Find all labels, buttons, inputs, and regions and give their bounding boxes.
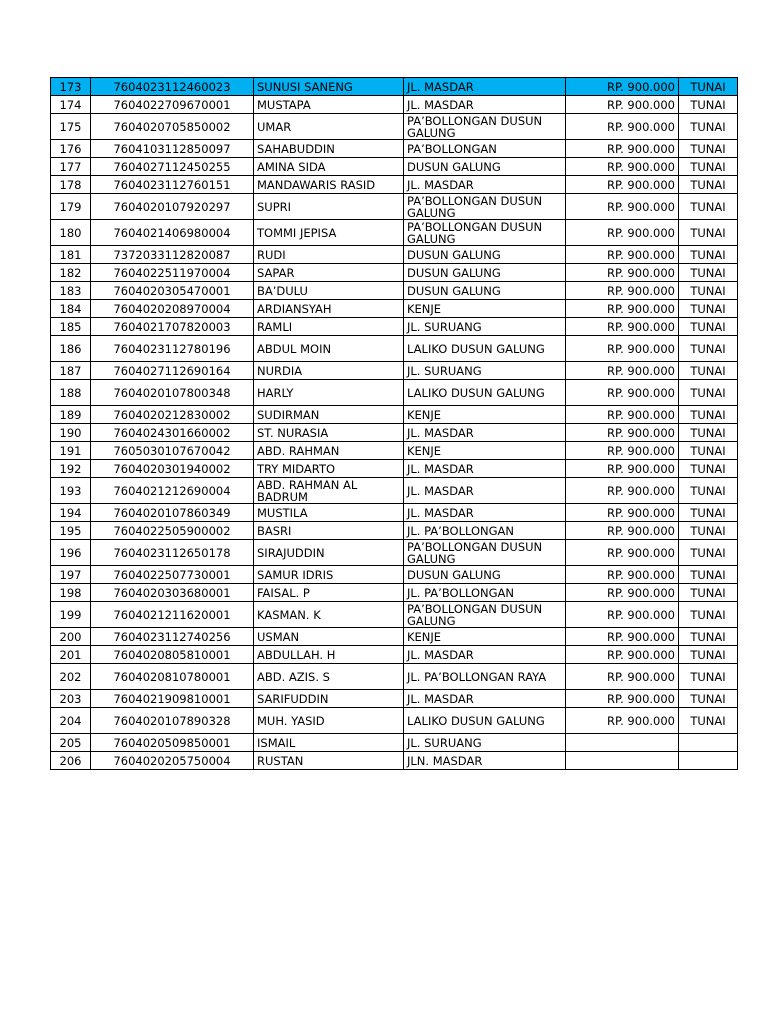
address-cell[interactable]: DUSUN GALUNG	[404, 246, 566, 264]
row-number-cell[interactable]: 199	[51, 602, 91, 628]
payment-method-cell[interactable]: TUNAI	[679, 318, 738, 336]
address-cell[interactable]: JL. MASDAR	[404, 646, 566, 664]
payment-method-cell[interactable]: TUNAI	[679, 176, 738, 194]
amount-cell[interactable]: RP. 900.000	[566, 628, 679, 646]
name-cell[interactable]: AMINA SIDA	[254, 158, 404, 176]
amount-cell[interactable]: RP. 900.000	[566, 78, 679, 96]
table-row[interactable]	[51, 406, 738, 424]
table-row[interactable]	[51, 318, 738, 336]
row-number-cell[interactable]: 186	[51, 336, 91, 362]
row-number-cell[interactable]: 173	[51, 78, 91, 96]
nik-cell[interactable]: 7605030107670042	[91, 442, 254, 460]
table-row[interactable]	[51, 424, 738, 442]
table-row[interactable]	[51, 602, 738, 628]
table-row[interactable]	[51, 540, 738, 566]
amount-cell[interactable]: RP. 900.000	[566, 220, 679, 246]
name-cell[interactable]: RUDI	[254, 246, 404, 264]
row-number-cell[interactable]: 198	[51, 584, 91, 602]
nik-cell[interactable]: 7604023112780196	[91, 336, 254, 362]
nik-cell[interactable]: 7604020212830002	[91, 406, 254, 424]
table-row[interactable]	[51, 504, 738, 522]
payment-method-cell[interactable]: TUNAI	[679, 540, 738, 566]
amount-cell[interactable]: RP. 900.000	[566, 96, 679, 114]
table-row[interactable]	[51, 460, 738, 478]
row-number-cell[interactable]: 204	[51, 708, 91, 734]
name-cell[interactable]: NURDIA	[254, 362, 404, 380]
row-number-cell[interactable]: 195	[51, 522, 91, 540]
amount-cell[interactable]: RP. 900.000	[566, 460, 679, 478]
payment-method-cell[interactable]: TUNAI	[679, 246, 738, 264]
name-cell[interactable]: BA’DULU	[254, 282, 404, 300]
amount-cell[interactable]: RP. 900.000	[566, 504, 679, 522]
payment-method-cell[interactable]: TUNAI	[679, 566, 738, 584]
amount-cell[interactable]: RP. 900.000	[566, 478, 679, 504]
payment-method-cell[interactable]: TUNAI	[679, 220, 738, 246]
amount-cell[interactable]: RP. 900.000	[566, 140, 679, 158]
name-cell[interactable]: ABD. RAHMAN AL BADRUM	[254, 478, 404, 504]
amount-cell[interactable]: RP. 900.000	[566, 690, 679, 708]
row-number-cell[interactable]: 187	[51, 362, 91, 380]
table-row[interactable]	[51, 246, 738, 264]
payment-method-cell[interactable]: TUNAI	[679, 380, 738, 406]
row-number-cell[interactable]: 176	[51, 140, 91, 158]
payment-method-cell[interactable]: TUNAI	[679, 646, 738, 664]
address-cell[interactable]: KENJE	[404, 300, 566, 318]
address-cell[interactable]: JL. MASDAR	[404, 504, 566, 522]
name-cell[interactable]: RAMLI	[254, 318, 404, 336]
nik-cell[interactable]: 7604020805810001	[91, 646, 254, 664]
name-cell[interactable]: ARDIANSYAH	[254, 300, 404, 318]
nik-cell[interactable]: 7604020509850001	[91, 734, 254, 752]
nik-cell[interactable]: 7604020107890328	[91, 708, 254, 734]
nik-cell[interactable]: 7604020107860349	[91, 504, 254, 522]
address-cell[interactable]: PA’BOLLONGAN DUSUN GALUNG	[404, 220, 566, 246]
amount-cell[interactable]: RP. 900.000	[566, 380, 679, 406]
amount-cell[interactable]: RP. 900.000	[566, 362, 679, 380]
table-row[interactable]	[51, 584, 738, 602]
payment-method-cell[interactable]: TUNAI	[679, 424, 738, 442]
name-cell[interactable]: TOMMI JEPISA	[254, 220, 404, 246]
address-cell[interactable]: LALIKO DUSUN GALUNG	[404, 336, 566, 362]
address-cell[interactable]: KENJE	[404, 628, 566, 646]
name-cell[interactable]: TRY MIDARTO	[254, 460, 404, 478]
table-row[interactable]	[51, 264, 738, 282]
name-cell[interactable]: ST. NURASIA	[254, 424, 404, 442]
nik-cell[interactable]: 7604021909810001	[91, 690, 254, 708]
table-body	[51, 78, 738, 770]
amount-cell[interactable]: RP. 900.000	[566, 424, 679, 442]
row-number-cell[interactable]: 191	[51, 442, 91, 460]
nik-cell[interactable]: 7604024301660002	[91, 424, 254, 442]
amount-cell[interactable]: RP. 900.000	[566, 336, 679, 362]
nik-cell[interactable]: 7604027112690164	[91, 362, 254, 380]
amount-cell[interactable]: RP. 900.000	[566, 584, 679, 602]
row-number-cell[interactable]: 184	[51, 300, 91, 318]
table-row[interactable]	[51, 158, 738, 176]
payment-method-cell[interactable]: TUNAI	[679, 158, 738, 176]
name-cell[interactable]: ABDULLAH. H	[254, 646, 404, 664]
name-cell[interactable]: KASMAN. K	[254, 602, 404, 628]
name-cell[interactable]: MUSTAPA	[254, 96, 404, 114]
payment-method-cell[interactable]: TUNAI	[679, 478, 738, 504]
payment-method-cell[interactable]: TUNAI	[679, 460, 738, 478]
amount-cell[interactable]: RP. 900.000	[566, 708, 679, 734]
nik-cell[interactable]: 7604021211620001	[91, 602, 254, 628]
address-cell[interactable]: PA’BOLLONGAN DUSUN GALUNG	[404, 540, 566, 566]
row-number-cell[interactable]: 196	[51, 540, 91, 566]
payment-method-cell[interactable]: TUNAI	[679, 442, 738, 460]
payment-method-cell[interactable]: TUNAI	[679, 362, 738, 380]
amount-cell[interactable]: RP. 900.000	[566, 158, 679, 176]
nik-cell[interactable]: 7372033112820087	[91, 246, 254, 264]
table-row[interactable]	[51, 362, 738, 380]
name-cell[interactable]: FAISAL. P	[254, 584, 404, 602]
row-number-cell[interactable]: 178	[51, 176, 91, 194]
amount-cell[interactable]: RP. 900.000	[566, 602, 679, 628]
row-number-cell[interactable]: 175	[51, 114, 91, 140]
nik-cell[interactable]: 7604023112760151	[91, 176, 254, 194]
address-cell[interactable]: KENJE	[404, 406, 566, 424]
row-number-cell[interactable]: 201	[51, 646, 91, 664]
nik-cell[interactable]: 7604023112460023	[91, 78, 254, 96]
payment-method-cell[interactable]: TUNAI	[679, 602, 738, 628]
amount-cell[interactable]	[566, 734, 679, 752]
name-cell[interactable]: ABD. RAHMAN	[254, 442, 404, 460]
name-cell[interactable]: SAHABUDDIN	[254, 140, 404, 158]
amount-cell[interactable]: RP. 900.000	[566, 664, 679, 690]
row-number-cell[interactable]: 192	[51, 460, 91, 478]
name-cell[interactable]: UMAR	[254, 114, 404, 140]
address-cell[interactable]: JLN. MASDAR	[404, 752, 566, 770]
amount-cell[interactable]: RP. 900.000	[566, 282, 679, 300]
payment-method-cell[interactable]: TUNAI	[679, 282, 738, 300]
table-row[interactable]	[51, 734, 738, 752]
name-cell[interactable]: ABD. AZIS. S	[254, 664, 404, 690]
name-cell[interactable]: SIRAJUDDIN	[254, 540, 404, 566]
amount-cell[interactable]: RP. 900.000	[566, 194, 679, 220]
table-row[interactable]	[51, 522, 738, 540]
address-cell[interactable]: LALIKO DUSUN GALUNG	[404, 708, 566, 734]
row-number-cell[interactable]: 185	[51, 318, 91, 336]
table-row[interactable]	[51, 176, 738, 194]
row-number-cell[interactable]: 179	[51, 194, 91, 220]
payment-method-cell[interactable]: TUNAI	[679, 300, 738, 318]
name-cell[interactable]: SUNUSI SANENG	[254, 78, 404, 96]
amount-cell[interactable]: RP. 900.000	[566, 318, 679, 336]
address-cell[interactable]: DUSUN GALUNG	[404, 282, 566, 300]
table-row[interactable]	[51, 628, 738, 646]
table-row[interactable]	[51, 646, 738, 664]
payment-method-cell[interactable]: TUNAI	[679, 628, 738, 646]
name-cell[interactable]: USMAN	[254, 628, 404, 646]
nik-cell[interactable]: 7604023112740256	[91, 628, 254, 646]
amount-cell[interactable]: RP. 900.000	[566, 176, 679, 194]
table-row[interactable]	[51, 690, 738, 708]
table-row[interactable]	[51, 96, 738, 114]
nik-cell[interactable]: 7604021406980004	[91, 220, 254, 246]
address-cell[interactable]: JL. PA’BOLLONGAN RAYA	[404, 664, 566, 690]
address-cell[interactable]: KENJE	[404, 442, 566, 460]
row-number-cell[interactable]: 181	[51, 246, 91, 264]
table-row[interactable]	[51, 282, 738, 300]
table-row[interactable]	[51, 114, 738, 140]
nik-cell[interactable]: 7604022709670001	[91, 96, 254, 114]
row-number-cell[interactable]: 188	[51, 380, 91, 406]
payment-method-cell[interactable]: TUNAI	[679, 406, 738, 424]
row-number-cell[interactable]: 203	[51, 690, 91, 708]
address-cell[interactable]: LALIKO DUSUN GALUNG	[404, 380, 566, 406]
amount-cell[interactable]: RP. 900.000	[566, 566, 679, 584]
nik-cell[interactable]: 7604027112450255	[91, 158, 254, 176]
address-cell[interactable]: DUSUN GALUNG	[404, 264, 566, 282]
name-cell[interactable]: SARIFUDDIN	[254, 690, 404, 708]
amount-cell[interactable]: RP. 900.000	[566, 522, 679, 540]
address-cell[interactable]: JL. SURUANG	[404, 318, 566, 336]
nik-cell[interactable]: 7604020305470001	[91, 282, 254, 300]
nik-cell[interactable]: 7604020810780001	[91, 664, 254, 690]
name-cell[interactable]: HARLY	[254, 380, 404, 406]
address-cell[interactable]: JL. MASDAR	[404, 460, 566, 478]
address-cell[interactable]: DUSUN GALUNG	[404, 158, 566, 176]
payment-method-cell[interactable]: TUNAI	[679, 690, 738, 708]
name-cell[interactable]: ABDUL MOIN	[254, 336, 404, 362]
row-number-cell[interactable]: 202	[51, 664, 91, 690]
nik-cell[interactable]: 7604020301940002	[91, 460, 254, 478]
nik-cell[interactable]: 7604022507730001	[91, 566, 254, 584]
spreadsheet-table	[50, 77, 738, 770]
payment-method-cell[interactable]: TUNAI	[679, 78, 738, 96]
table-row[interactable]	[51, 194, 738, 220]
row-number-cell[interactable]: 197	[51, 566, 91, 584]
row-number-cell[interactable]: 177	[51, 158, 91, 176]
row-number-cell[interactable]: 194	[51, 504, 91, 522]
table-row[interactable]	[51, 380, 738, 406]
amount-cell[interactable]: RP. 900.000	[566, 264, 679, 282]
name-cell[interactable]: RUSTAN	[254, 752, 404, 770]
payment-method-cell[interactable]: TUNAI	[679, 336, 738, 362]
amount-cell[interactable]: RP. 900.000	[566, 442, 679, 460]
row-number-cell[interactable]: 189	[51, 406, 91, 424]
table-row[interactable]	[51, 752, 738, 770]
name-cell[interactable]: BASRI	[254, 522, 404, 540]
row-number-cell[interactable]: 206	[51, 752, 91, 770]
amount-cell[interactable]: RP. 900.000	[566, 406, 679, 424]
amount-cell[interactable]: RP. 900.000	[566, 246, 679, 264]
table-row[interactable]	[51, 220, 738, 246]
nik-cell[interactable]: 7604021212690004	[91, 478, 254, 504]
address-cell[interactable]: JL. MASDAR	[404, 176, 566, 194]
name-cell[interactable]: MUSTILA	[254, 504, 404, 522]
payment-method-cell[interactable]: TUNAI	[679, 522, 738, 540]
payment-method-cell[interactable]: TUNAI	[679, 96, 738, 114]
payment-method-cell[interactable]: TUNAI	[679, 194, 738, 220]
table-row[interactable]	[51, 664, 738, 690]
row-number-cell[interactable]: 174	[51, 96, 91, 114]
row-number-cell[interactable]: 180	[51, 220, 91, 246]
payment-method-cell[interactable]: TUNAI	[679, 504, 738, 522]
table-row[interactable]	[51, 442, 738, 460]
address-cell[interactable]: JL. MASDAR	[404, 478, 566, 504]
nik-cell[interactable]: 7604103112850097	[91, 140, 254, 158]
name-cell[interactable]: SUPRI	[254, 194, 404, 220]
nik-cell[interactable]: 7604020303680001	[91, 584, 254, 602]
address-cell[interactable]: JL. SURUANG	[404, 734, 566, 752]
address-cell[interactable]: PA’BOLLONGAN DUSUN GALUNG	[404, 602, 566, 628]
address-cell[interactable]: JL. MASDAR	[404, 96, 566, 114]
table-row[interactable]	[51, 300, 738, 318]
nik-cell[interactable]: 7604020107920297	[91, 194, 254, 220]
row-number-cell[interactable]: 183	[51, 282, 91, 300]
address-cell[interactable]: JL. PA’BOLLONGAN	[404, 522, 566, 540]
row-number-cell[interactable]: 200	[51, 628, 91, 646]
nik-cell[interactable]: 7604020107800348	[91, 380, 254, 406]
name-cell[interactable]: SAMUR IDRIS	[254, 566, 404, 584]
nik-cell[interactable]: 7604020208970004	[91, 300, 254, 318]
payment-method-cell[interactable]: TUNAI	[679, 664, 738, 690]
address-cell[interactable]: PA’BOLLONGAN DUSUN GALUNG	[404, 114, 566, 140]
address-cell[interactable]: JL. MASDAR	[404, 690, 566, 708]
row-number-cell[interactable]: 205	[51, 734, 91, 752]
row-number-cell[interactable]: 190	[51, 424, 91, 442]
payment-method-cell[interactable]: TUNAI	[679, 584, 738, 602]
address-cell[interactable]: JL. MASDAR	[404, 424, 566, 442]
row-number-cell[interactable]: 193	[51, 478, 91, 504]
payment-method-cell[interactable]: TUNAI	[679, 114, 738, 140]
amount-cell[interactable]: RP. 900.000	[566, 114, 679, 140]
name-cell[interactable]: ISMAIL	[254, 734, 404, 752]
address-cell[interactable]: PA’BOLLONGAN	[404, 140, 566, 158]
payment-method-cell[interactable]	[679, 752, 738, 770]
name-cell[interactable]: MUH. YASID	[254, 708, 404, 734]
table-row[interactable]	[51, 140, 738, 158]
address-cell[interactable]: DUSUN GALUNG	[404, 566, 566, 584]
amount-cell[interactable]	[566, 752, 679, 770]
nik-cell[interactable]: 7604021707820003	[91, 318, 254, 336]
amount-cell[interactable]: RP. 900.000	[566, 300, 679, 318]
name-cell[interactable]: MANDAWARIS RASID	[254, 176, 404, 194]
payment-method-cell[interactable]: TUNAI	[679, 140, 738, 158]
address-cell[interactable]: JL. PA’BOLLONGAN	[404, 584, 566, 602]
nik-cell[interactable]: 7604023112650178	[91, 540, 254, 566]
payment-method-cell[interactable]	[679, 734, 738, 752]
nik-cell[interactable]: 7604020705850002	[91, 114, 254, 140]
table-row[interactable]	[51, 336, 738, 362]
table-row[interactable]	[51, 708, 738, 734]
row-number-cell[interactable]: 182	[51, 264, 91, 282]
table-row[interactable]	[51, 78, 738, 96]
nik-cell[interactable]: 7604022511970004	[91, 264, 254, 282]
nik-cell[interactable]: 7604020205750004	[91, 752, 254, 770]
table-row[interactable]	[51, 566, 738, 584]
payment-method-cell[interactable]: TUNAI	[679, 708, 738, 734]
address-cell[interactable]: JL. MASDAR	[404, 78, 566, 96]
name-cell[interactable]: SUDIRMAN	[254, 406, 404, 424]
amount-cell[interactable]: RP. 900.000	[566, 540, 679, 566]
address-cell[interactable]: PA’BOLLONGAN DUSUN GALUNG	[404, 194, 566, 220]
amount-cell[interactable]: RP. 900.000	[566, 646, 679, 664]
name-cell[interactable]: SAPAR	[254, 264, 404, 282]
payment-method-cell[interactable]: TUNAI	[679, 264, 738, 282]
table-row[interactable]	[51, 478, 738, 504]
address-cell[interactable]: JL. SURUANG	[404, 362, 566, 380]
nik-cell[interactable]: 7604022505900002	[91, 522, 254, 540]
